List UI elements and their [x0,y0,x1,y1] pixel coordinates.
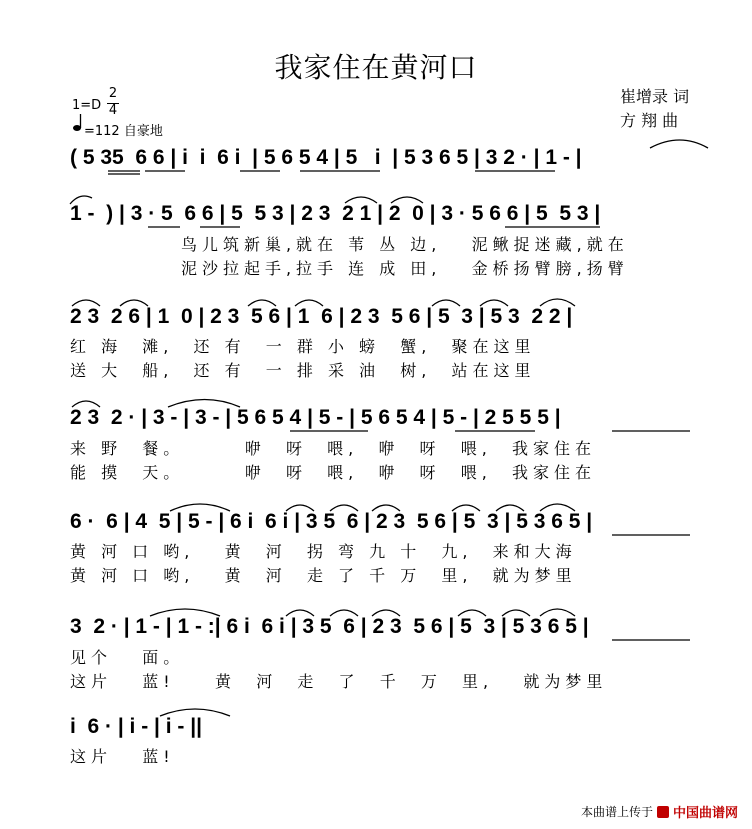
composer-credit: 方 翔 曲 [620,111,679,130]
slur [120,300,148,306]
slur [330,610,358,616]
lyrics-row-4-verse-2: 能 摸 天。 咿 呀 喂, 咿 呀 喂, 我家住在 [70,463,596,482]
slur [540,299,575,306]
slur [372,610,400,616]
lyrics-row-6-verse-2: 这片 蓝! 黄 河 走 了 千 万 里, 就为梦里 [70,672,608,691]
slur [286,610,314,616]
slur [168,400,240,408]
lyrics-row-3-verse-2: 送 大 船, 还 有 一 排 采 油 树, 站在这里 [70,361,536,380]
slur [345,197,377,203]
slur [70,196,92,204]
site-brand: 中国曲谱网 [672,806,738,821]
time-signature-top: 2 [108,86,118,101]
slur [372,505,400,511]
slur [391,197,423,203]
slur [72,300,100,306]
slur [170,504,230,511]
slur [286,505,314,511]
key-signature: 1=D [72,98,102,113]
lyricist-credit: 崔增录 词 [620,87,690,106]
lyrics-row-5-verse-1: 黄 河 口 哟, 黄 河 拐 弯 九 十 九, 来和大海 [70,542,577,561]
song-title: 我家住在黄河口 [274,51,478,84]
slur [432,300,460,306]
lyrics-row-3-verse-1: 红 海 滩, 还 有 一 群 小 螃 蟹, 聚在这里 [70,337,536,356]
site-footer [581,802,738,821]
slur [540,609,575,616]
lyrics-row-4-verse-1: 来 野 餐。 咿 呀 喂, 咿 呀 喂, 我家住在 [70,439,596,458]
slur [160,709,230,716]
tempo-marking: =112 自豪地 [84,124,163,139]
notation-row-6: 3 2 · | 1 - | 1 - :| 6 i 6 i | 3 5 6 | 2 3 5 6 | 5 3 | 5 3 6 5 | [70,615,589,638]
notation-row-5: 6 · 6 | 4 5 | 5 - | 6 i 6 i | 3 5 6 | 2 3 5 6 | 5 3 | 5 3 6 5 | [70,510,593,533]
slur [502,610,530,616]
notation-row-7: i 6 · | i - | i - || [70,715,203,738]
site-logo-icon [657,806,669,818]
slur [458,610,486,616]
slur [650,140,708,148]
slur [150,609,220,616]
slur [480,300,508,306]
footer-text: 本曲谱上传于 [580,805,653,819]
slur [496,505,524,511]
lyrics-row-7-verse-1: 这片 蓝! [70,747,175,766]
notation-row-3: 2 3 2 6 | 1 0 | 2 3 5 6 | 1 6 | 2 3 5 6 | 5 3 | 5 3 2 2 | [70,305,573,328]
lyrics-row-6-verse-1: 见个 面。 [70,648,185,667]
slur [452,505,480,511]
lyrics-row-5-verse-2: 黄 河 口 哟, 黄 河 走 了 千 万 里, 就为梦里 [70,566,577,585]
slur [330,505,358,511]
time-signature-bottom: 4 [108,103,118,118]
slur [72,401,100,407]
lyrics-row-2-verse-1: 鸟儿筑新巢,就在 苇 丛 边, 泥鳅捉迷藏,就在 [70,235,629,254]
notation-row-4: 2 3 2 · | 3 - | 3 - | 5 6 5 4 | 5 - | 5 6 5 4 | 5 - | 2 5 5 5 | [70,406,561,429]
slur [540,504,575,511]
lyrics-row-2-verse-2: 泥沙拉起手,拉手 连 成 田, 金桥扬臂膀,扬臂 [70,259,629,278]
slur [295,300,323,306]
slur [248,300,276,306]
notation-row-2: 1 - ) | 3 · 5 6 6 | 5 5 3 | 2 3 2 1 | 2 0 | 3 · 5 6 6 | 5 5 3 | [70,202,601,225]
notation-row-1: ( 5 35 6 6 | i i 6 i | 5 6 5 4 | 5 i | 5 3 6 5 | 3 2 · | 1 - | [70,146,582,169]
